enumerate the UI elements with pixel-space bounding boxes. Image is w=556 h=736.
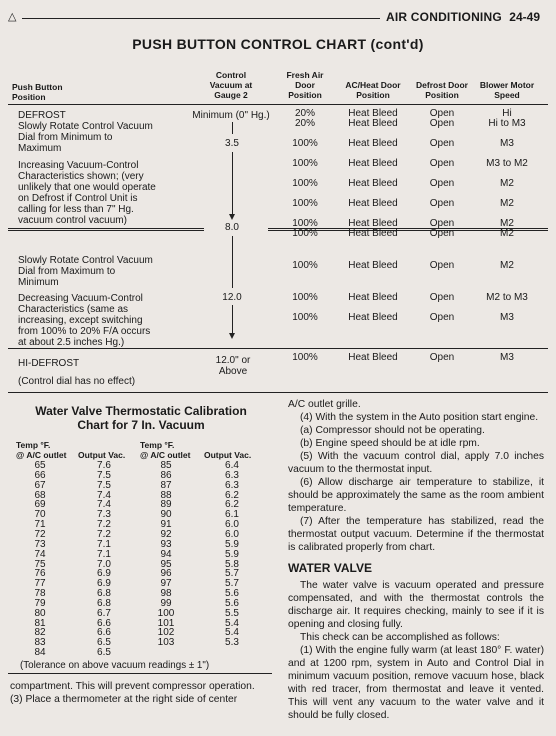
row-2-fresh: 100% [292,138,318,149]
wv-cell: 66 [34,469,46,481]
row-11-ac: Heat Bleed [348,352,398,363]
wv-cell: 94 [160,548,172,560]
wv-cell: 69 [34,499,46,511]
double-rule [8,228,204,231]
row-11-blower: M3 [500,352,514,363]
wv-cell: 103 [157,637,175,649]
para-2: (4) With the system in the Auto position start engine. [300,412,539,423]
wv-cell: 5.6 [225,588,239,600]
vac-35: 3.5 [225,138,239,149]
wv-cell: 6.6 [97,627,111,639]
wv-cell: 6.8 [97,588,111,600]
row-0-fresh: 20% [294,108,315,119]
wv-col-out: Output Vac. [78,450,126,460]
wv-cell: 6.7 [97,607,111,619]
wv-cell: 5.9 [225,548,239,560]
table-bottom-rule [8,392,548,393]
col-ac: AC/Heat Door Position [345,80,401,100]
wv-cell: 71 [34,519,46,531]
wv-cell: 6.6 [97,617,111,629]
wv-cell: 84 [34,647,46,659]
left-bottom-text: compartment. This will prevent compressor operation. (3) Place a thermometer at the right side of center [10,681,255,705]
row-2-def: Open [429,138,455,149]
wv-cell: 98 [160,588,172,600]
row-10-fresh: 100% [292,312,318,323]
desc-slowly: Slowly Rotate Control Vacuum Dial from Maximum to Minimum [18,255,153,288]
wv-cell: 80 [34,607,46,619]
wv-cell: 77 [34,578,46,590]
para-5: (5) With the vacuum control dial, apply 7.0 inches vacuum to the thermostat input. [288,451,544,475]
wv-cell: 5.5 [225,607,239,619]
wv-cell: 6.0 [225,519,239,531]
row-3-fresh: 100% [292,158,318,169]
wv-cell: 5.8 [225,558,239,570]
wv-cell: 7.6 [97,460,111,471]
row-7-blower: M2 [500,228,514,239]
row-1-blower: Hi to M3 [488,118,526,129]
wv-cell: 7.1 [97,538,111,550]
wv-cell: 7.0 [97,558,111,570]
row-divider [8,348,548,349]
wv-cell: 83 [34,637,46,649]
page-header [8,10,548,26]
para-3: (a) Compressor should not be operating. [300,425,485,436]
wv-col-out-2: Output Vac. [204,450,252,460]
wv-cell: 6.4 [225,460,239,471]
wv-cell: 85 [160,460,172,471]
wv-cell: 99 [160,597,172,609]
wv-cell: 75 [34,558,46,570]
row-7-ac: Heat Bleed [348,228,398,239]
wv-cell: 88 [160,489,172,501]
row-6-blower: M2 [500,218,514,229]
arrow-down-icon [229,333,235,339]
row-11-def: Open [429,352,455,363]
wv-cell: 7.2 [97,519,111,531]
row-6-def: Open [429,218,455,229]
wv-cell: 97 [160,578,172,590]
wv-cell: 7.4 [97,499,111,511]
row-2-ac: Heat Bleed [348,138,398,149]
triangle-icon: △ [8,11,17,23]
row-3-def: Open [429,158,455,169]
wv-col-temp-2: Temp °F. @ A/C outlet [140,440,191,460]
wv-cell: 6.0 [225,528,239,540]
wv-cell: 82 [34,627,46,639]
wv-cell: 7.5 [97,469,111,481]
wv-cell: 7.1 [97,548,111,560]
row-1-def: Open [429,118,455,129]
para-10: (1) With the engine fully warm (at least 180° F. water) and at 1200 rpm, system in Auto and Control Dial in minimum vacuum position, remove vacuum hose, black with red tracer, from thermostat and leave it vented. This will vent any vacuum to the water valve and it should be fully closed. [288,645,544,721]
wv-cell: 89 [160,499,172,511]
wv-cell: 5.6 [225,597,239,609]
col-blower: Blower Motor Speed [479,80,535,100]
wv-cell: 93 [160,538,172,550]
row-4-fresh: 100% [292,178,318,189]
row-3-blower: M3 to M2 [486,158,528,169]
wv-cell: 6.2 [225,489,239,501]
para-7: (7) After the temperature has stabilized, read the thermostat output vacuum. Determine if the thermostat is calibrated properly from chart. [288,516,544,553]
row-10-ac: Heat Bleed [348,312,398,323]
desc-increasing: Increasing Vacuum-Control Characteristics shown; (very unlikely that one would operate on Defrost if Control Unit is calling for less than 7" Hg. vacuum control vacuum) [18,160,156,226]
wv-cell: 6.9 [97,568,111,580]
wv-cell: 6.3 [225,469,239,481]
wv-bottom-rule [8,673,272,674]
row-3-ac: Heat Bleed [348,158,398,169]
wv-cell: 6.5 [97,637,111,649]
row-9-blower: M2 to M3 [486,292,528,303]
wv-cell: 7.4 [97,489,111,501]
wv-cell: 90 [160,509,172,521]
desc-hidefrost: HI-DEFROST [18,358,80,369]
row-8-fresh: 100% [292,260,318,271]
wv-cell: 87 [160,479,172,491]
vac-120: 12.0 [222,292,242,303]
desc-decreasing: Decreasing Vacuum-Control Characteristics (same as increasing, except switching from 100% to 20% F/A occurs at about 2.5 inches Hg.) [18,293,151,348]
wv-cell: 6.2 [225,499,239,511]
vac-80: 8.0 [225,222,239,233]
chart-title: PUSH BUTTON CONTROL CHART (cont'd) [132,36,424,52]
row-5-blower: M2 [500,198,514,209]
wv-cell: 101 [157,617,175,629]
wv-col-temp: Temp °F. @ A/C outlet [16,440,67,460]
col-push: Push Button Position [12,82,63,102]
header-rule [22,18,380,19]
wv-cell: 5.3 [225,637,239,649]
wv-cell: 67 [34,479,46,491]
vac-or-above: 12.0" or Above [215,355,251,377]
wv-cell: 81 [34,617,46,629]
row-4-def: Open [429,178,455,189]
para-8: The water valve is vacuum operated and pressure compensated, and with the thermostat controls the discharge air. It requires checking, mainly to see if it is opening and closing fully. [288,580,544,630]
wv-cell: 5.4 [225,627,239,639]
row-4-blower: M2 [500,178,514,189]
page-number: 24-49 [509,10,540,24]
arrow-down-icon [229,214,235,220]
wv-cell: 79 [34,597,46,609]
row-4-ac: Heat Bleed [348,178,398,189]
water-valve-title: Water Valve Thermostatic Calibration Chart for 7 In. Vacuum [35,404,247,432]
wv-cell: 6.9 [97,578,111,590]
wv-cell: 91 [160,519,172,531]
wv-cell: 7.3 [97,509,111,521]
wv-cell: 6.1 [225,509,239,521]
wv-cell: 5.4 [225,617,239,629]
wv-cell: 95 [160,558,172,570]
wv-cell: 70 [34,509,46,521]
desc-defrost: DEFROST Slowly Rotate Control Vacuum Dial from Minimum to Maximum [18,110,153,154]
wv-cell: 5.7 [225,568,239,580]
wv-cell: 72 [34,528,46,540]
row-0-def: Open [429,108,455,119]
wv-cell: 86 [160,469,172,481]
row-9-ac: Heat Bleed [348,292,398,303]
wv-cell: 78 [34,588,46,600]
wv-cell: 7.2 [97,528,111,540]
para-9: This check can be accomplished as follows: [300,632,500,643]
row-2-blower: M3 [500,138,514,149]
wv-cell: 68 [34,489,46,501]
vac-min: Minimum (0" Hg.) [192,110,270,121]
wv-row [0,648,290,658]
wv-cell: 6.5 [97,647,111,659]
desc-nochange: (Control dial has no effect) [18,376,136,387]
col-defrost: Defrost Door Position [416,80,468,100]
tolerance-note: (Tolerance on above vacuum readings ± 1") [20,660,210,671]
vac-line-4 [232,305,233,333]
row-9-fresh: 100% [292,292,318,303]
row-8-blower: M2 [500,260,514,271]
row-1-fresh: 20% [294,118,315,129]
col-vacuum: Control Vacuum at Gauge 2 [209,70,253,100]
water-valve-heading: WATER VALVE [288,561,372,575]
col-fresh: Fresh Air Door Position [286,70,324,100]
row-0-ac: Heat Bleed [348,108,398,119]
vac-line-1 [232,122,233,134]
row-7-def: Open [429,228,455,239]
row-6-fresh: 100% [292,218,318,229]
row-1-ac: Heat Bleed [348,118,398,129]
wv-cell: 92 [160,528,172,540]
row-7-fresh: 100% [292,228,318,239]
vac-line-2 [232,152,233,214]
wv-cell: 73 [34,538,46,550]
header-divider [8,104,548,105]
row-10-def: Open [429,312,455,323]
row-8-ac: Heat Bleed [348,260,398,271]
wv-cell: 76 [34,568,46,580]
wv-cell: 65 [34,460,46,471]
wv-cell: 74 [34,548,46,560]
wv-cell: 100 [157,607,175,619]
para-6: (6) Allow discharge air temperature to stabilize, it should be approximately the same as the room ambient temperature. [288,477,544,514]
right-column-text [288,398,544,722]
wv-cell: 96 [160,568,172,580]
wv-cell: 6.8 [97,597,111,609]
para-1: A/C outlet grille. [288,399,361,410]
vac-line-3 [232,236,233,288]
row-5-def: Open [429,198,455,209]
para-4: (b) Engine speed should be at idle rpm. [300,438,480,449]
wv-cell: 102 [157,627,175,639]
row-5-fresh: 100% [292,198,318,209]
row-8-def: Open [429,260,455,271]
row-5-ac: Heat Bleed [348,198,398,209]
row-0-blower: Hi [502,108,512,119]
wv-cell: 5.9 [225,538,239,550]
wv-cell: 5.7 [225,578,239,590]
row-6-ac: Heat Bleed [348,218,398,229]
row-10-blower: M3 [500,312,514,323]
row-9-def: Open [429,292,455,303]
row-11-fresh: 100% [292,352,318,363]
wv-cell: 6.3 [225,479,239,491]
wv-cell: 7.5 [97,479,111,491]
section-title: AIR CONDITIONING [386,10,502,24]
